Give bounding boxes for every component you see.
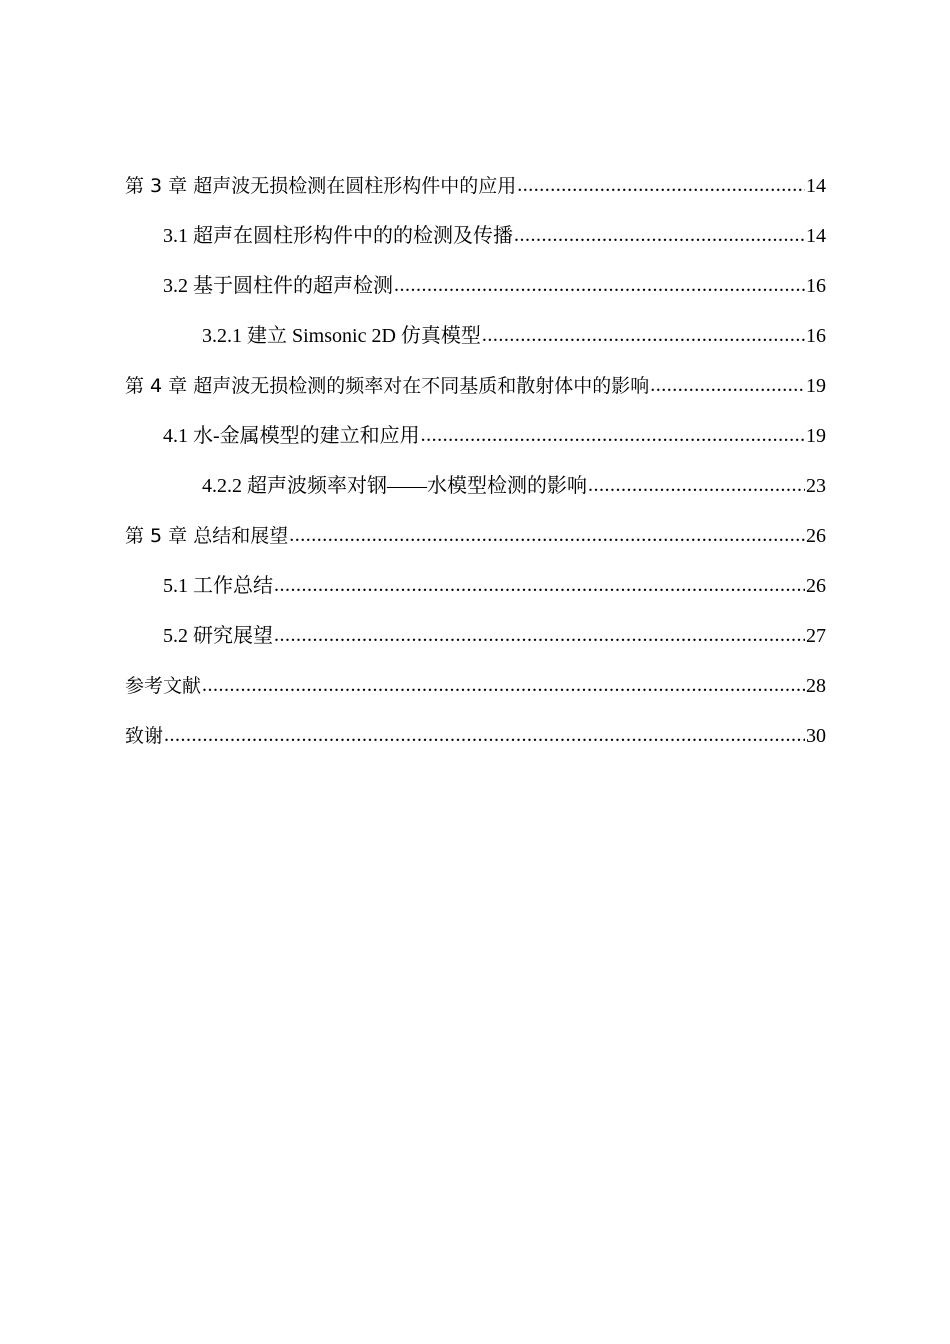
toc-entry-page: 26: [806, 575, 826, 597]
toc-entry-title: 参考文献: [125, 675, 202, 697]
toc-entry-page: 19: [806, 425, 826, 447]
toc-entry-page: 23: [806, 475, 826, 497]
toc-entry-page: 30: [806, 725, 826, 747]
toc-entry-title: 3.2.1 建立 Simsonic 2D 仿真模型: [202, 325, 481, 347]
toc-entry-subsection-4-2-2[interactable]: [125, 468, 826, 518]
toc-entry-page: 14: [806, 175, 826, 197]
toc-dot-leader: [394, 267, 805, 303]
toc-dot-leader: [517, 167, 805, 203]
toc-entry-section-5-2[interactable]: [125, 618, 826, 668]
toc-dot-leader: [202, 667, 805, 703]
toc-entry-page: 16: [806, 325, 826, 347]
toc-dot-leader: [274, 567, 805, 603]
toc-entry-page: 16: [806, 275, 826, 297]
toc-entry-section-4-1[interactable]: [125, 418, 826, 468]
toc-entry-section-3-2[interactable]: [125, 268, 826, 318]
toc-entry-chapter-4[interactable]: [125, 368, 826, 418]
toc-dot-leader: [650, 367, 805, 403]
toc-entry-chapter-3[interactable]: [125, 168, 826, 218]
toc-entry-title: 5.1 工作总结: [163, 575, 273, 597]
toc-dot-leader: [421, 417, 805, 453]
toc-entry-title: 第 3 章 超声波无损检测在圆柱形构件中的应用: [125, 175, 517, 197]
toc-entry-chapter-5[interactable]: [125, 518, 826, 568]
toc-entry-page: 28: [806, 675, 826, 697]
toc-entry-title: 致谢: [125, 725, 164, 747]
toc-entry-page: 27: [806, 625, 826, 647]
toc-entry-page: 26: [806, 525, 826, 547]
toc-entry-section-3-1[interactable]: [125, 218, 826, 268]
toc-entry-title: 5.2 研究展望: [163, 625, 273, 647]
toc-dot-leader: [588, 467, 805, 503]
toc-entry-title: 4.1 水-金属模型的建立和应用: [163, 425, 420, 447]
toc-entry-title: 4.2.2 超声波频率对钢——水模型检测的影响: [202, 475, 587, 497]
toc-dot-leader: [482, 317, 805, 353]
toc-entry-acknowledgements[interactable]: [125, 718, 826, 768]
toc-entry-subsection-3-2-1[interactable]: [125, 318, 826, 368]
toc-entry-page: 14: [806, 225, 826, 247]
toc-entry-page: 19: [806, 375, 826, 397]
toc-dot-leader: [289, 517, 805, 553]
toc-entry-title: 3.1 超声在圆柱形构件中的的检测及传播: [163, 225, 513, 247]
toc-entry-title: 第 4 章 超声波无损检测的频率对在不同基质和散射体中的影响: [125, 375, 650, 397]
table-of-contents: [125, 168, 826, 768]
toc-entry-section-5-1[interactable]: [125, 568, 826, 618]
toc-entry-references[interactable]: [125, 668, 826, 718]
toc-entry-title: 3.2 基于圆柱件的超声检测: [163, 275, 393, 297]
toc-dot-leader: [164, 717, 805, 753]
toc-dot-leader: [514, 217, 805, 253]
toc-entry-title: 第 5 章 总结和展望: [125, 525, 289, 547]
toc-dot-leader: [274, 617, 805, 653]
